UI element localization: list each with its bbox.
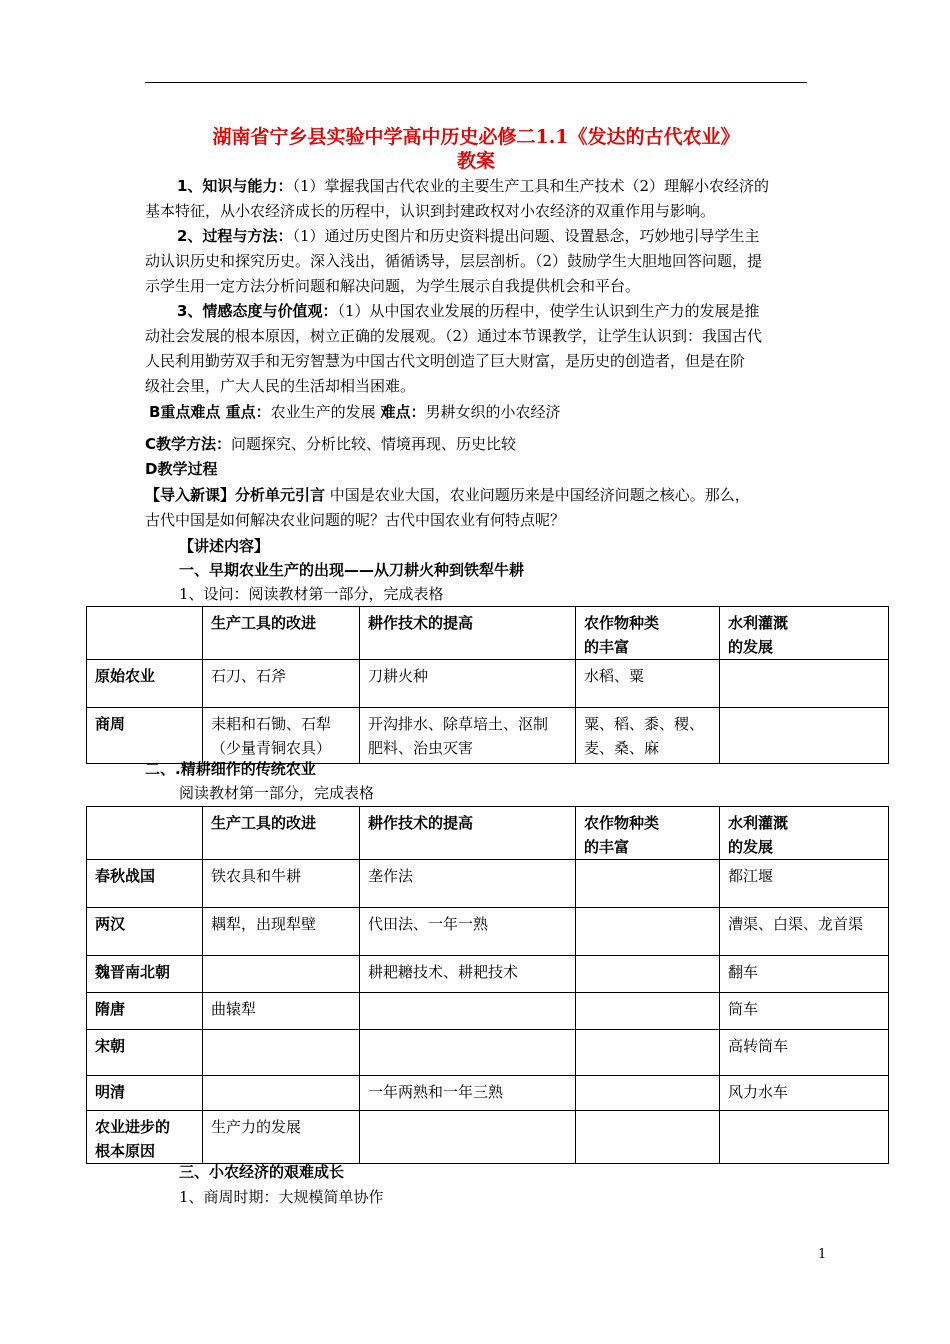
doc-title-line1: 湖南省宁乡县实验中学高中历史必修二1.1《发达的古代农业》: [212, 126, 740, 148]
table-row: 农业进步的 根本原因 生产力的发展: [87, 1111, 889, 1164]
objective-2-line2: 动认识历史和探究历史。深入浅出，循循诱导，层层剖析。（2）鼓励学生大胆地回答问题，提: [145, 252, 763, 270]
header-irrigation: 水利灌溉 的发展: [720, 607, 889, 660]
objective-3-line3: 人民利用勤劳双手和无穷智慧为中国古代文明创造了巨大财富，是历史的创造者，但是在阶: [145, 352, 746, 370]
intro-line2: 古代中国是如何解决农业问题的呢？古代中国农业有何特点呢？: [145, 511, 566, 529]
objective-3-line4: 级社会里，广大人民的生活却相当困难。: [145, 377, 416, 395]
teaching-methods: C教学方法：问题探究、分析比较、情境再现、历史比较: [145, 435, 517, 453]
page-number: 1: [818, 1247, 827, 1262]
section2-heading: 二、.精耕细作的传统农业: [145, 760, 316, 778]
table-header-row: [87, 807, 889, 860]
objective-1-label: 1、知识与能力：: [177, 177, 293, 195]
table-row: 明清 一年两熟和一年三熟 风力水车: [87, 1076, 889, 1111]
objective-2-line3: 示学生用一定方法分析问题和解决问题，为学生展示自我提供机会和平台。: [145, 277, 641, 295]
objective-3-line2: 动社会发展的根本原因，树立正确的发展观。（2）通过本节课教学，让学生认识到：我国古代: [145, 327, 763, 345]
header-rule: [145, 82, 807, 83]
header-irrigation: 水利灌溉 的发展: [720, 807, 889, 860]
section3-heading: 三、小农经济的艰难成长: [179, 1163, 345, 1181]
objective-3-line1: 3、情感态度与价值观：（1）从中国农业发展的历程中，使学生认识到生产力的发展是推: [145, 299, 815, 324]
objective-3-label: 3、情感态度与价值观：: [177, 302, 338, 320]
header-crops: 农作物种类 的丰富: [576, 607, 720, 660]
table-row: 宋朝 高转筒车: [87, 1030, 889, 1076]
table-row: 商周 耒耜和石锄、石犁 （少量青铜农具） 开沟排水、除草培土、沤制 肥料、治虫灭害 粟、稻、黍、稷、 麦、桑、麻: [87, 708, 889, 764]
process-heading: D教学过程: [145, 460, 218, 478]
header-techniques: 耕作技术的提高: [360, 607, 576, 660]
section1-heading: 一、早期农业生产的出现——从刀耕火种到铁犁牛耕: [179, 561, 525, 579]
objective-1-line2: 基本特征，从小农经济成长的历程中，认识到封建政权对小农经济的双重作用与影响。: [145, 202, 716, 220]
header-techniques: 耕作技术的提高: [360, 807, 576, 860]
table-row: 两汉 耦犁，出现犁壁 代田法、一年一熟 漕渠、白渠、龙首渠: [87, 908, 889, 956]
header-tools: 生产工具的改进: [203, 807, 360, 860]
section3-item1: 1、商周时期：大规模简单协作: [179, 1188, 384, 1206]
table-row: 原始农业 石刀、石斧 刀耕火种 水稻、粟: [87, 660, 889, 708]
table-row: 春秋战国 铁农具和牛耕 垄作法 都江堰: [87, 860, 889, 908]
section1-prompt: 1、设问：阅读教材第一部分，完成表格: [179, 585, 444, 603]
table-intensive-agriculture: [86, 806, 889, 1164]
key-points: B重点难点 重点：农业生产的发展 难点：男耕女织的小农经济: [149, 403, 561, 421]
content-heading: 【讲述内容】: [179, 537, 270, 555]
objective-1-line1: 1、知识与能力：（1）掌握我国古代农业的主要生产工具和生产技术（2）理解小农经济的: [145, 174, 815, 199]
objective-2-label: 2、过程与方法：: [177, 227, 293, 245]
section2-prompt: 阅读教材第一部分，完成表格: [179, 784, 375, 802]
objective-2-line1: 2、过程与方法：（1）通过历史图片和历史资料提出问题、设置悬念，巧妙地引导学生主: [145, 224, 815, 249]
table-row: 魏晋南北朝 耕耙耱技术、耕耙技术 翻车: [87, 956, 889, 993]
table-header-row: [87, 607, 889, 660]
table-row: 隋唐 曲辕犁 筒车: [87, 993, 889, 1030]
header-tools: 生产工具的改进: [203, 607, 360, 660]
intro-line1: 【导入新课】分析单元引言 中国是农业大国，农业问题历来是中国经济问题之核心。那么，: [145, 486, 750, 504]
table-early-agriculture: [86, 606, 889, 764]
doc-title-line2: 教案: [456, 150, 495, 172]
header-crops: 农作物种类 的丰富: [576, 807, 720, 860]
